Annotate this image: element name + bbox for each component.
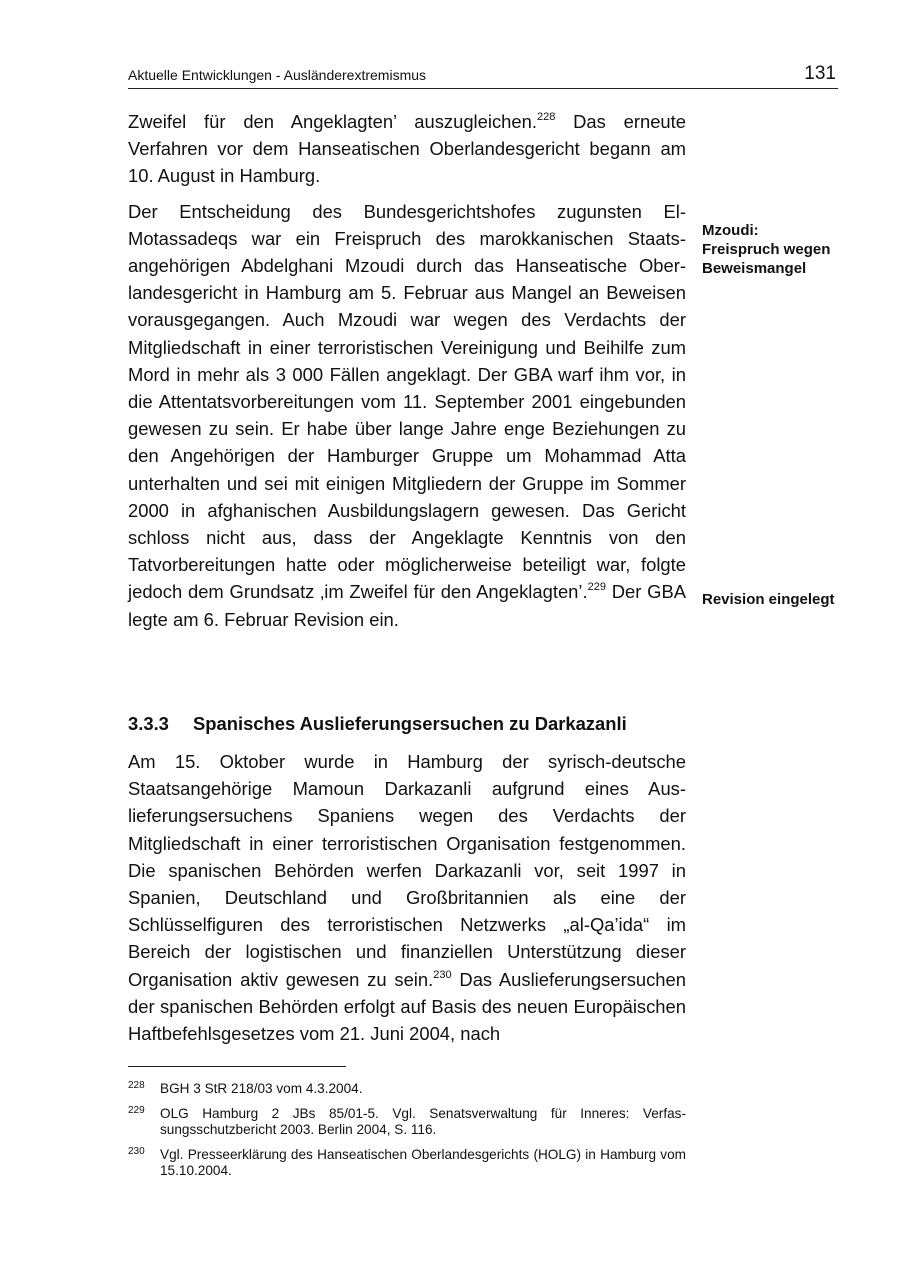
footnote-text: BGH 3 StR 218/03 vom 4.3.2004. [160, 1081, 363, 1096]
footnote-228 [128, 1081, 686, 1098]
footnote-ref-228: 228 [536, 111, 556, 123]
margin-note-line: Mzoudi: [702, 222, 759, 239]
section-number: 3.3.3 [128, 713, 169, 734]
section-heading [128, 713, 688, 735]
margin-note-line: Beweismangel [702, 260, 807, 277]
footnotes [128, 1081, 686, 1188]
margin-note-line: Freispruch wegen [702, 241, 831, 258]
footnote-230 [128, 1147, 686, 1180]
paragraph-2-tail: Der GBA legte am 6. Februar Revision ein. [128, 581, 686, 630]
paragraph-2 [128, 198, 686, 633]
footnote-number: 230 [128, 1145, 145, 1157]
paragraph-2-text: Der Entscheidung des Bundesgerichtshofes zugunsten El-Motassadeqs war ein Freispruch des marokkanischen Staatsangehörigen Abdelghani Mzoudi durch das Hanseatische Oberlandesgericht in Hamburg am 5. Februar aus Mangel an Beweisen vorausgegangen. Auch Mzoudi war wegen des Verdachts der Mitgliedschaft in einer terroristischen Vereinigung und Beihilfe zum Mord in mehr als 3 000 Fällen angeklagt. Der GBA warf ihm vor, in die Attentatsvorbereitungen vom 11. September 2001 eingebunden gewesen zu sein. Er habe über lange Jahre enge Beziehungen zu den Angehörigen der Hamburger Gruppe um Mohammad Atta unterhalten und sei mit einigen Mitgliedern der Gruppe im Sommer 2000 in afghanischen Ausbildungslagern gewesen. Das Gericht schloss nicht aus, dass der Angeklagte Kenntnis von den Tatvorbereitungen hatte oder möglicherweise beteiligt war, folgte jedoch dem Grundsatz ‚im Zweifel für den Angeklagten’. [128, 200, 686, 603]
margin-note-revision: Revision eingelegt [702, 591, 835, 608]
footnote-229 [128, 1106, 686, 1139]
paragraph-1-tail: Das erneute Verfahren vor dem Hanseatischen Oberlandesgericht begann am 10. August in Hamburg. [128, 111, 686, 187]
paragraph-1 [128, 108, 686, 190]
footnote-text: OLG Hamburg 2 JBs 85/01-5. Vgl. Senatsverwaltung für Inneres: Verfassungsschutzbericht 2003. Berlin 2004, S. 116. [160, 1105, 686, 1137]
paragraph-3-tail: Das Auslieferungsersuchen der spanischen Behörden erfolgt auf Basis des neuen Europäischen Haftbefehlsgesetzes vom 21. Juni 2004, nach [128, 968, 686, 1045]
footnote-number: 228 [128, 1080, 145, 1091]
page-number: 131 [804, 63, 836, 84]
footnote-ref-230: 230 [433, 968, 452, 981]
margin-note-mzoudi [702, 221, 882, 278]
paragraph-1-text: Zweifel für den Angeklagten’ auszugleichen. [128, 111, 537, 132]
footnote-ref-229: 229 [587, 581, 606, 594]
paragraph-3-text: Am 15. Oktober wurde in Hamburg der syrisch-deutsche Staatsangehörige Mamoun Darkazanli aufgrund eines Auslieferungsersuchens Spaniens wegen des Verdachts der Mitgliedschaft in einer terroristischen Organisation festgenommen. Die spanischen Behörden werfen Darkazanli vor, seit 1997 in Spanien, Deutschland und Großbritannien als eine der Schlüsselfiguren des terroristischen Netzwerks „al-Qa’ida“ im Bereich der logistischen und finanziellen Unterstützung dieser Organisation aktiv gewesen zu sein. [128, 751, 686, 990]
footnote-number: 229 [128, 1104, 145, 1116]
section-text-column [128, 748, 686, 1047]
section-title: Spanisches Auslieferungsersuchen zu Darkazanli [193, 713, 627, 734]
header-title: Aktuelle Entwicklungen - Ausländerextremismus [128, 67, 427, 83]
footnote-text: Vgl. Presseerklärung des Hanseatischen Oberlandesgerichts (HOLG) in Hamburg vom 15.10.2004. [160, 1146, 686, 1178]
paragraph-3 [128, 748, 686, 1047]
running-header [128, 62, 838, 89]
main-text-column [128, 108, 686, 633]
footnote-divider [128, 1066, 346, 1067]
